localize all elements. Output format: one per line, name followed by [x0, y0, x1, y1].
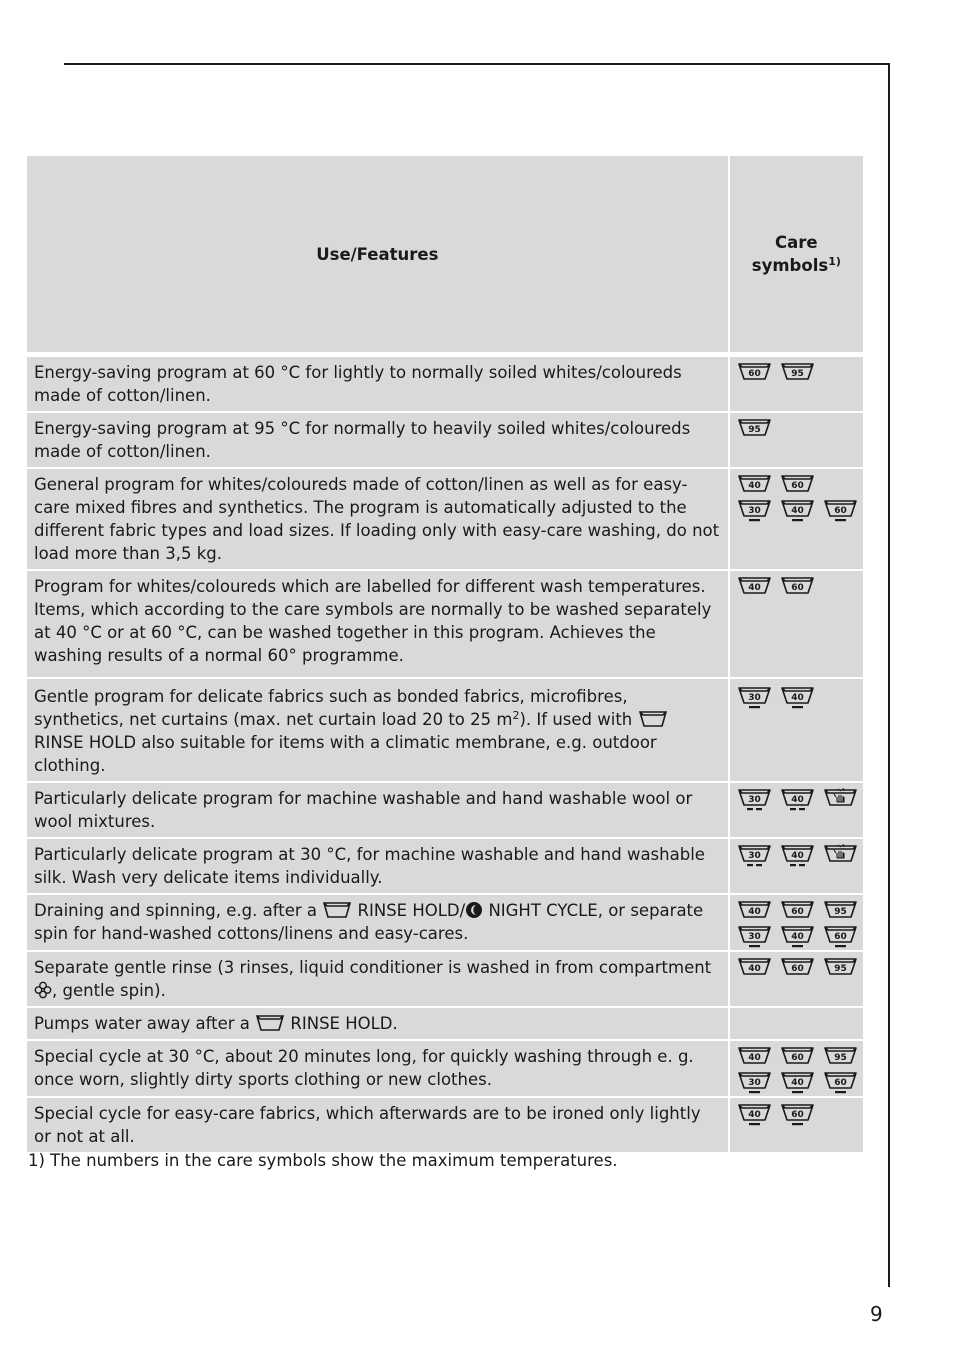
row-text-part: RINSE HOLD/: [357, 901, 466, 920]
row-text-part: Draining and spinning, e.g. after a: [34, 901, 318, 920]
wash-tub-icon: [780, 788, 815, 813]
wash-tub-icon: [737, 1046, 772, 1071]
row-symbols: [728, 893, 863, 950]
table-row: [27, 893, 863, 950]
row-text: [27, 893, 728, 950]
svg-text:60: 60: [790, 1110, 804, 1120]
svg-text:40: 40: [790, 932, 804, 942]
wash-tub-icon: [823, 499, 858, 524]
wash-tub-icon: [737, 1071, 772, 1096]
footnote: 1) The numbers in the care symbols show the maximum temperatures.: [28, 1151, 618, 1170]
rinse-hold-tub-icon: [638, 710, 668, 728]
svg-text:30: 30: [747, 693, 761, 703]
row-symbols: [728, 950, 863, 1006]
svg-text:40: 40: [790, 1078, 804, 1088]
svg-text:30: 30: [747, 506, 761, 516]
table-row: [27, 467, 863, 569]
row-text-part: Pumps water away after a: [34, 1014, 250, 1033]
wash-tub-icon: [780, 1046, 815, 1071]
row-text: Energy-saving program at 95 °C for normally to heavily soiled whites/coloureds made of cotton/linen.: [27, 411, 728, 467]
svg-text:60: 60: [747, 369, 761, 379]
svg-text:60: 60: [790, 907, 804, 917]
wash-tub-icon: [737, 1103, 772, 1128]
hand-wash-icon: [823, 788, 858, 813]
wash-tub-icon: [737, 900, 772, 925]
svg-text:60: 60: [833, 1078, 847, 1088]
svg-text:40: 40: [747, 1053, 761, 1063]
care-symbol-line: [737, 900, 863, 925]
header-care-line1: Care: [775, 233, 818, 252]
care-symbol-line: [737, 1071, 863, 1096]
wash-tub-icon: [780, 362, 815, 387]
wash-tub-icon: [780, 957, 815, 982]
row-text-part: RINSE HOLD also suitable for items with a climatic membrane, e.g. outdoor clothing.: [34, 733, 657, 775]
row-text: Particularly delicate program for machine washable and hand washable wool or wool mixtures.: [27, 781, 728, 837]
svg-text:95: 95: [747, 425, 761, 435]
row-symbols: [728, 352, 863, 411]
row-text: Special cycle for easy-care fabrics, which afterwards are to be ironed only lightly or not at all.: [27, 1096, 728, 1152]
wash-tub-icon: [780, 844, 815, 869]
wash-tub-icon: [780, 686, 815, 711]
rinse-hold-tub-icon: [322, 901, 352, 919]
svg-text:30: 30: [747, 795, 761, 805]
wash-tub-icon: [823, 925, 858, 950]
care-symbol-line: [737, 925, 863, 950]
row-text: General program for whites/coloureds made of cotton/linen as well as for easy-care mixed fibres and synthetics. The program is automatically adjusted to the different fabric types and load sizes. If loading only with easy-care washing, do not load more than 3,5 kg.: [27, 467, 728, 569]
table-header-row: [27, 156, 863, 352]
wash-tub-icon: [780, 576, 815, 601]
svg-text:60: 60: [790, 964, 804, 974]
care-symbol-line: [737, 957, 863, 982]
table-row: [27, 1096, 863, 1152]
svg-text:95: 95: [833, 964, 847, 974]
svg-text:95: 95: [790, 369, 804, 379]
svg-text:40: 40: [747, 907, 761, 917]
care-symbol-line: [737, 576, 863, 601]
row-text: Energy-saving program at 60 °C for lightly to normally soiled whites/coloureds made of cotton/linen.: [27, 352, 728, 411]
flower-icon: [34, 981, 52, 999]
rinse-hold-tub-icon: [255, 1014, 285, 1032]
row-symbols: [728, 677, 863, 781]
program-table: [27, 156, 863, 1152]
wash-tub-icon: [737, 474, 772, 499]
wash-tub-icon: [737, 957, 772, 982]
row-symbols: [728, 837, 863, 893]
wash-tub-icon: [780, 925, 815, 950]
svg-text:40: 40: [747, 1110, 761, 1120]
svg-text:40: 40: [747, 964, 761, 974]
row-symbols: [728, 1096, 863, 1152]
wash-tub-icon: [737, 844, 772, 869]
row-text: Program for whites/coloureds which are labelled for different wash temperatures. Items, which according to the care symbols are normally to be washed separately at 40 °C or at 60 °C, can be washed together in this program. Achieves the washing results of a normal 60° programme.: [27, 569, 728, 677]
svg-text:60: 60: [833, 932, 847, 942]
svg-text:40: 40: [747, 583, 761, 593]
wash-tub-icon: [737, 362, 772, 387]
table-row: [27, 352, 863, 411]
care-symbol-line: [737, 686, 863, 711]
svg-text:30: 30: [747, 1078, 761, 1088]
care-symbol-line: [737, 418, 863, 443]
wash-tub-icon: [823, 1071, 858, 1096]
row-text-part: NIGHT CYCLE, or separate spin for hand-washed cottons/linens and easy-cares.: [34, 901, 704, 943]
care-symbol-line: [737, 788, 863, 813]
row-text-part: Gentle program for delicate fabrics such as bonded fabrics, microfibres, synthetics, net curtains (max. net curtain load 20 to 25 m: [34, 687, 628, 729]
wash-tub-icon: [823, 1046, 858, 1071]
wash-tub-icon: [737, 788, 772, 813]
wash-tub-icon: [737, 576, 772, 601]
row-text-part: , gentle spin).: [52, 981, 166, 1000]
svg-text:40: 40: [747, 481, 761, 491]
svg-text:30: 30: [747, 851, 761, 861]
table-row: [27, 781, 863, 837]
table-row: [27, 1039, 863, 1096]
wash-tub-icon: [780, 1103, 815, 1128]
wash-tub-icon: [737, 686, 772, 711]
moon-icon: [465, 901, 483, 919]
wash-tub-icon: [737, 499, 772, 524]
row-text: Special cycle at 30 °C, about 20 minutes long, for quickly washing through e. g. once worn, slightly dirty sports clothing or new clothes.: [27, 1039, 728, 1096]
table-row: [27, 1006, 863, 1039]
wash-tub-icon: [780, 474, 815, 499]
svg-text:95: 95: [833, 1053, 847, 1063]
header-footnote-marker: 1): [828, 255, 841, 268]
wash-tub-icon: [780, 900, 815, 925]
header-care-line2: symbols: [751, 256, 829, 275]
wash-tub-icon: [780, 499, 815, 524]
row-text-part: ). If used with: [519, 710, 633, 729]
row-text: Particularly delicate program at 30 °C, for machine washable and hand washable silk. Wash very delicate items individually.: [27, 837, 728, 893]
care-symbol-line: [737, 844, 863, 869]
hand-wash-icon: [823, 844, 858, 869]
wash-tub-icon: [737, 418, 772, 443]
care-symbol-line: [737, 474, 863, 499]
row-text: [27, 950, 728, 1006]
row-text: [27, 677, 728, 781]
svg-text:40: 40: [790, 795, 804, 805]
care-symbol-line: [737, 1046, 863, 1071]
svg-text:95: 95: [833, 907, 847, 917]
care-symbol-line: [737, 499, 863, 524]
header-care-symbols: [728, 156, 863, 352]
wash-tub-icon: [823, 957, 858, 982]
svg-text:40: 40: [790, 851, 804, 861]
svg-text:60: 60: [790, 1053, 804, 1063]
top-rule: [64, 63, 890, 65]
table-row: [27, 411, 863, 467]
superscript-2: 2: [512, 709, 520, 722]
svg-text:60: 60: [833, 506, 847, 516]
right-rule: [888, 63, 890, 1287]
svg-text:30: 30: [747, 932, 761, 942]
row-symbols: [728, 569, 863, 677]
svg-text:60: 60: [790, 481, 804, 491]
wash-tub-icon: [780, 1071, 815, 1096]
wash-tub-icon: [823, 900, 858, 925]
page-number: 9: [870, 1302, 883, 1326]
table-row: [27, 837, 863, 893]
row-text-part: RINSE HOLD.: [290, 1014, 398, 1033]
svg-text:40: 40: [790, 693, 804, 703]
row-symbols: [728, 467, 863, 569]
row-symbols: [728, 781, 863, 837]
row-symbols: [728, 1006, 863, 1039]
table-row: [27, 677, 863, 781]
wash-tub-icon: [737, 925, 772, 950]
row-symbols: [728, 411, 863, 467]
care-symbol-line: [737, 1103, 863, 1128]
row-text-part: Separate gentle rinse (3 rinses, liquid conditioner is washed in from compartment: [34, 958, 712, 977]
row-symbols: [728, 1039, 863, 1096]
table-row: [27, 950, 863, 1006]
header-use-features: Use/Features: [27, 156, 728, 352]
table-row: [27, 569, 863, 677]
svg-text:40: 40: [790, 506, 804, 516]
care-symbol-line: [737, 362, 863, 387]
svg-text:60: 60: [790, 583, 804, 593]
row-text: [27, 1006, 728, 1039]
